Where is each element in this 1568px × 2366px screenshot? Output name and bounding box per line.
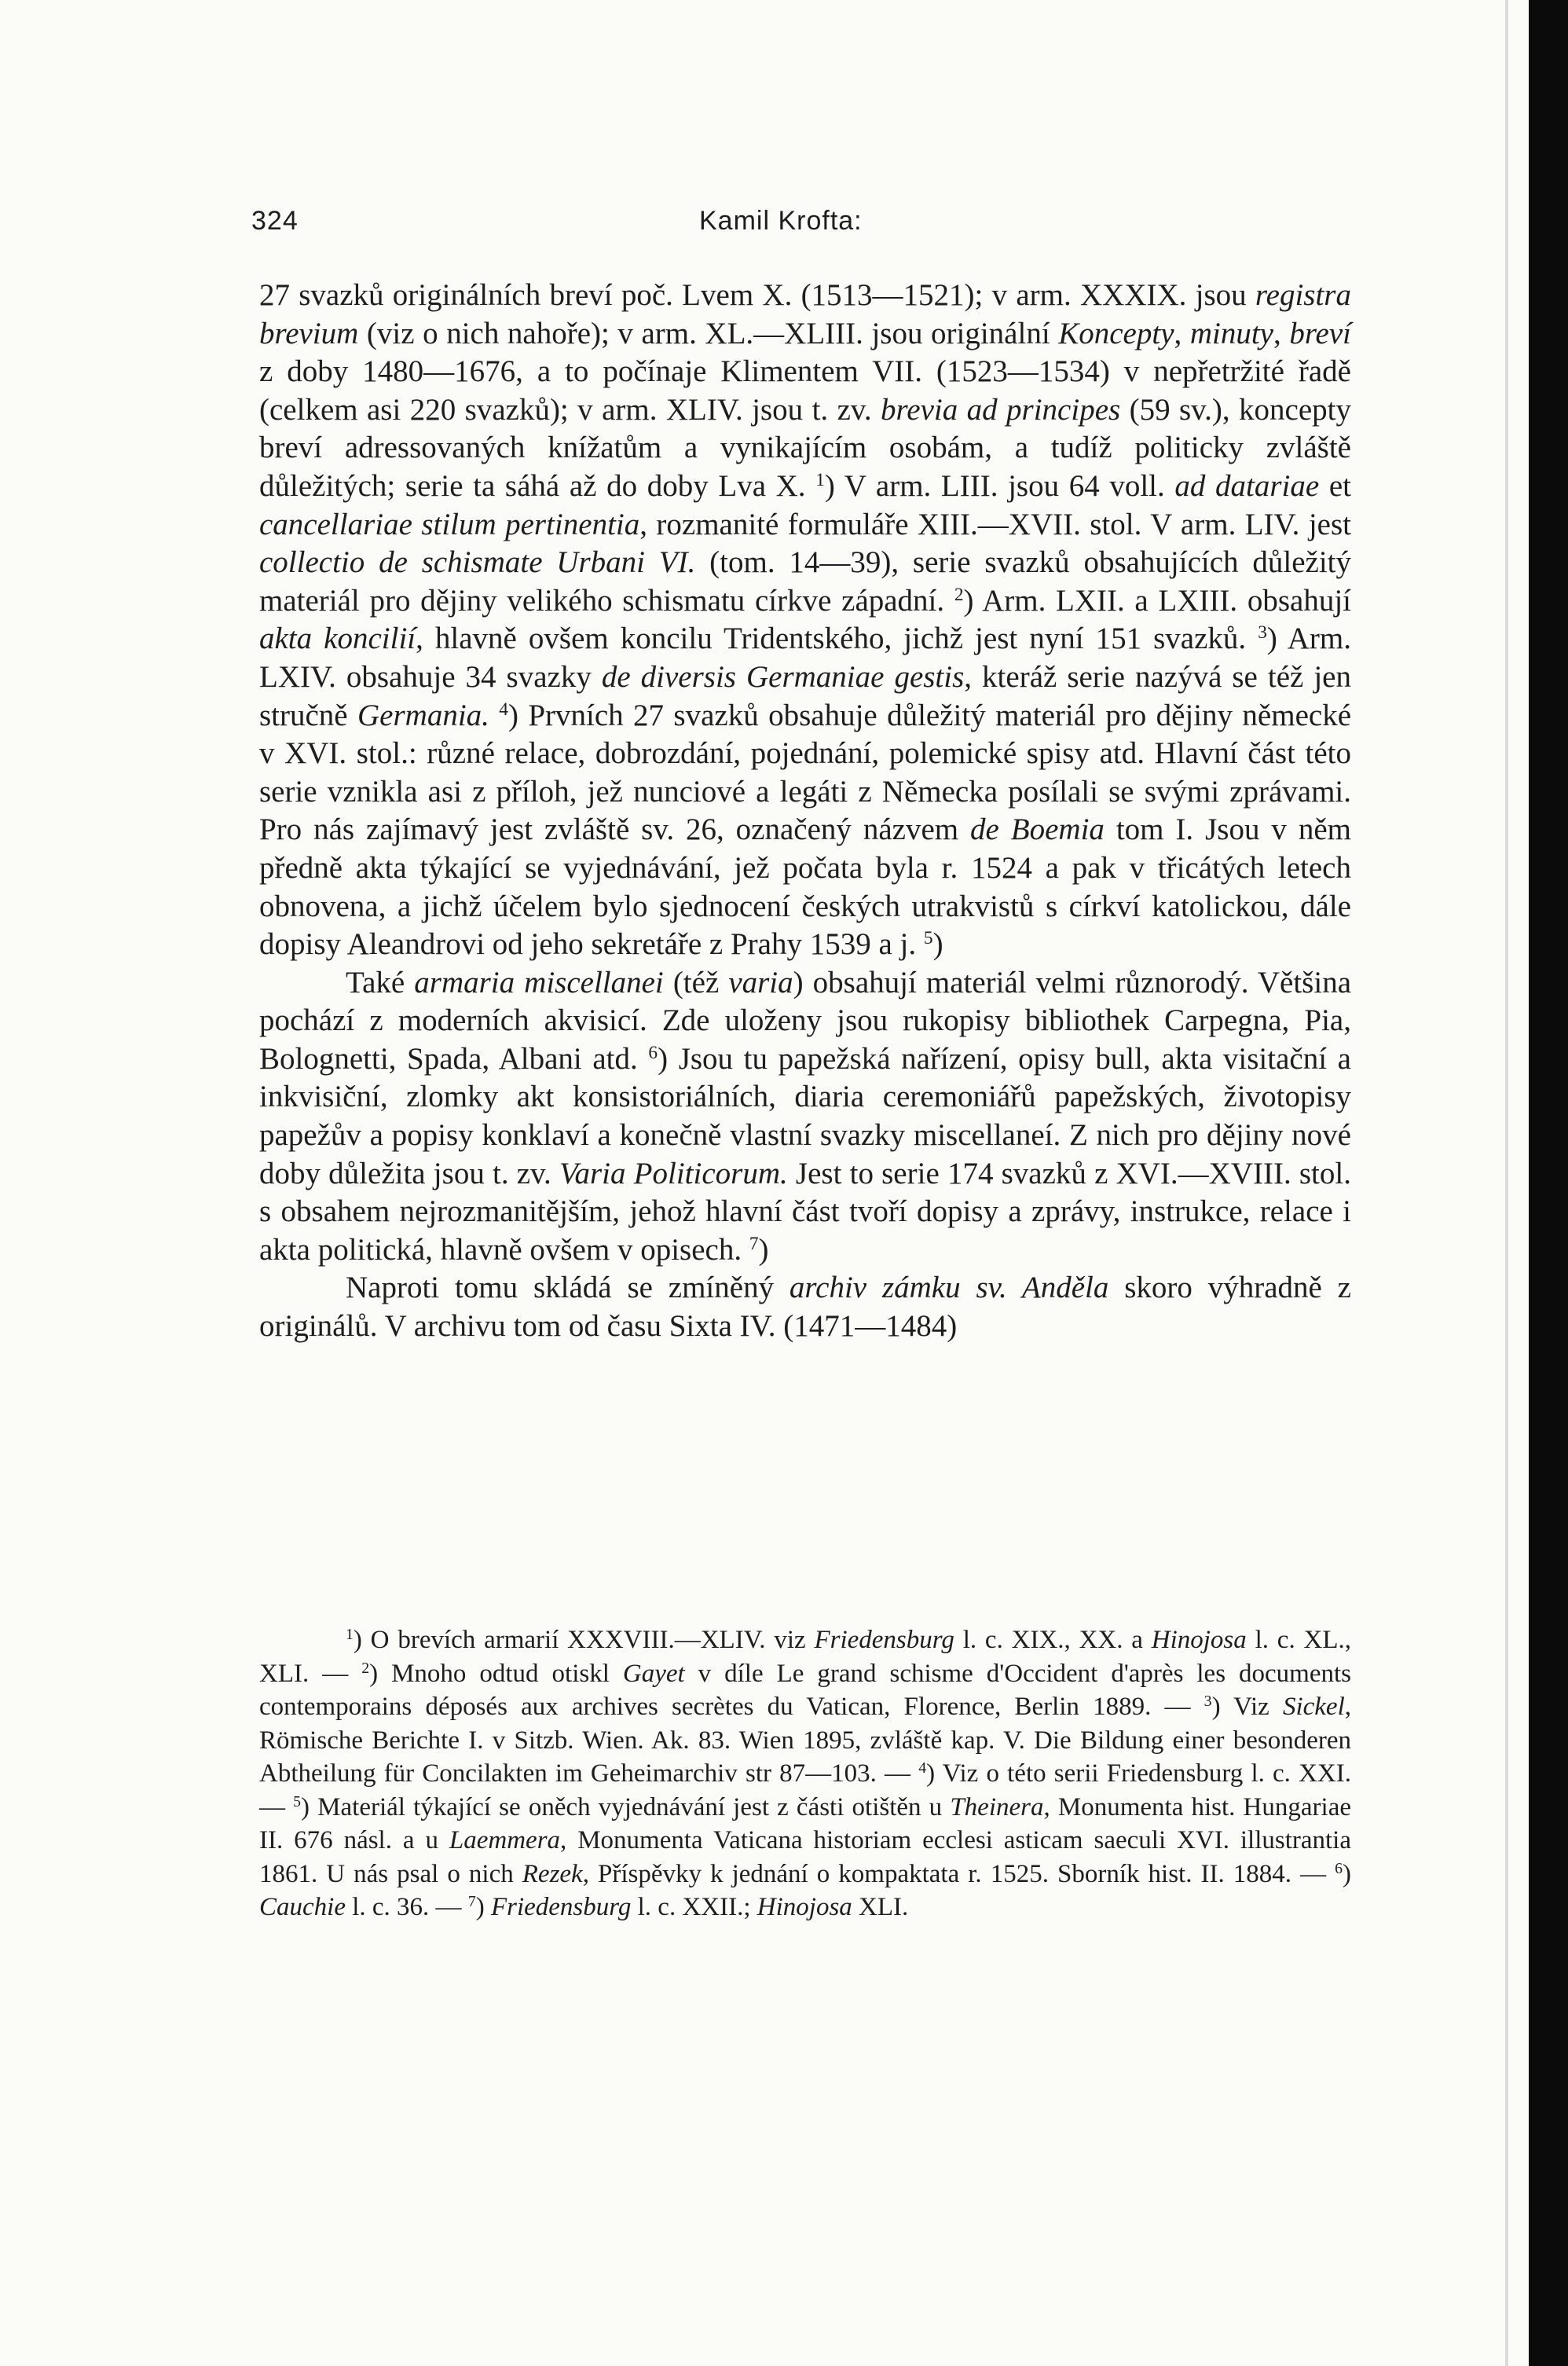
- footnote-marker: 6: [1335, 1859, 1343, 1877]
- footnote-ref: 1: [815, 470, 825, 491]
- scan-edge-line: [1505, 0, 1508, 2366]
- footnote-ref: 3: [1258, 622, 1267, 644]
- footnote-marker: 7: [467, 1893, 476, 1911]
- paragraph-2: Také armaria miscellanei (též varia) obsahují materiál velmi různorodý. Většina pochází z moderních akvisicí. Zde uloženy jsou rukopisy bibliothek Carpegna, Pia, Bolognetti, Spada, Albani atd. $^6$) Jsou tu papežská nařízení, opisy bull, akta visitační a inkvisiční, zlomky akt konsistoriálních, diaria ceremoniářů papežských, životopisy papežův a popisy konklaví a konečně vlastní svazky miscellaneí. Z nich pro dějiny nové doby důležita jsou t. zv. Varia Politicorum. Jest to serie 174 svazků z XVI.—XVIII. stol. s obsahem nejrozmanitějším, jehož hlavní část tvoří dopisy a zprávy, instrukce, relace i akta politická, hlavně ovšem v opisech. $^7$): [259, 965, 1352, 1267]
- footnote-marker: 1: [346, 1626, 354, 1644]
- footnote-marker: 2: [361, 1659, 370, 1677]
- paragraph-3: Naproti tomu skládá se zmíněný archiv zámku sv. Anděla skoro výhradně z originálů. V archivu tom od času Sixta IV. (1471—1484): [259, 1271, 1351, 1344]
- footnote-marker: 3: [1203, 1693, 1212, 1711]
- footnote-ref: 2: [954, 584, 964, 605]
- main-text: [259, 277, 1351, 1346]
- footnote-block: $^1$) O brevích armarií XXXVIII.—XLIV. viz Friedensburg l. c. XIX., XX. a Hinojosa l. c. XL., XLI. — $^2$) Mnoho odtud otiskl Gayet v díle Le grand schisme d'Occident d'après les documents contemporains déposés aux archives secrètes du Vatican, Florence, Berlin 1889. — $^3$) Viz Sickel, Römische Berichte I. v Sitzb. Wien. Ak. 83. Wien 1895, zvláště kap. V. Die Bildung einer besonderen Abtheilung für Concilakten im Geheimarchiv str 87—103. — $^4$) Viz o této serii Friedensburg l. c. XXI. — $^5$) Materiál týkající se oněch vyjednávání jest z části otištěn u Theinera, Monumenta hist. Hungariae II. 676 násl. a u Laemmera, Monumenta Vaticana historiam ecclesi asticam saeculi XVI. illustrantia 1861. U nás psal o nich Rezek, Příspěvky k jednání o kompaktata r. 1525. Sborník hist. II. 1884. — $^6$) Cauchie l. c. 36. — $^7$) Friedensburg l. c. XXII.; Hinojosa XLI.: [259, 1626, 1352, 1921]
- footnote-ref: 5: [923, 928, 933, 949]
- page-number: 324: [251, 206, 299, 236]
- footnote-ref: 6: [648, 1043, 658, 1064]
- running-head: Kamil Krofta:: [699, 206, 863, 236]
- scan-dark-edge: [1529, 0, 1568, 2366]
- footnote-ref: 7: [749, 1233, 759, 1254]
- footnotes: [259, 1623, 1351, 1924]
- footnote-ref: 4: [499, 699, 508, 720]
- paragraph-1: 27 svazků originálních breví poč. Lvem X. (1513—1521); v arm. XXXIX. jsou registra brevium (viz o nich nahoře); v arm. XL.—XLIII. jsou originální Koncepty, minuty, breví z doby 1480—1676, a to počínaje Klimentem VII. (1523—1534) v nepřetržité řadě (celkem asi 220 svazků); v arm. XLIV. jsou t. zv. brevia ad principes (59 sv.), koncepty breví adressovaných knížatům a vynikajícím osobám, a tudíž politicky zvláště důležitých; serie ta sáhá až do doby Lva X. $^1$) V arm. LIII. jsou 64 voll. ad datariae et cancellariae stilum pertinentia, rozmanité formuláře XIII.—XVII. stol. V arm. LIV. jest collectio de schismate Urbani VI. (tom. 14—39), serie svazků obsahujících důležitý materiál pro dějiny velikého schismatu církve západní. $^2$) Arm. LXII. a LXIII. obsahují akta koncilií, hlavně ovšem koncilu Tridentského, jichž jest nyní 151 svazků. $^3$) Arm. LXIV. obsahuje 34 svazky de diversis Germaniae gestis, kteráž serie nazývá se též jen stručně Germania. $^4$) Prvních 27 svazků obsahuje důležitý materiál pro dějiny německé v XVI. stol.: různé relace, dobrozdání, pojednání, polemické spisy atd. Hlavní část této serie vznikla asi z příloh, jež nunciové a legáti z Německa posílali se svými zprávami. Pro nás zajímavý jest zvláště sv. 26, označený názvem de Boemia tom I. Jsou v něm předně akta týkající se vyjednávání, jež počata byla r. 1524 a pak v třicátých letech obnovena, a jichž účelem bylo sjednocení českých utrakvistů s církví katolickou, dále dopisy Aleandrovi od jeho sekretáře z Prahy 1539 a j. $^5$): [259, 278, 1352, 962]
- footnote-marker: 4: [918, 1759, 927, 1777]
- footnote-marker: 5: [293, 1792, 302, 1810]
